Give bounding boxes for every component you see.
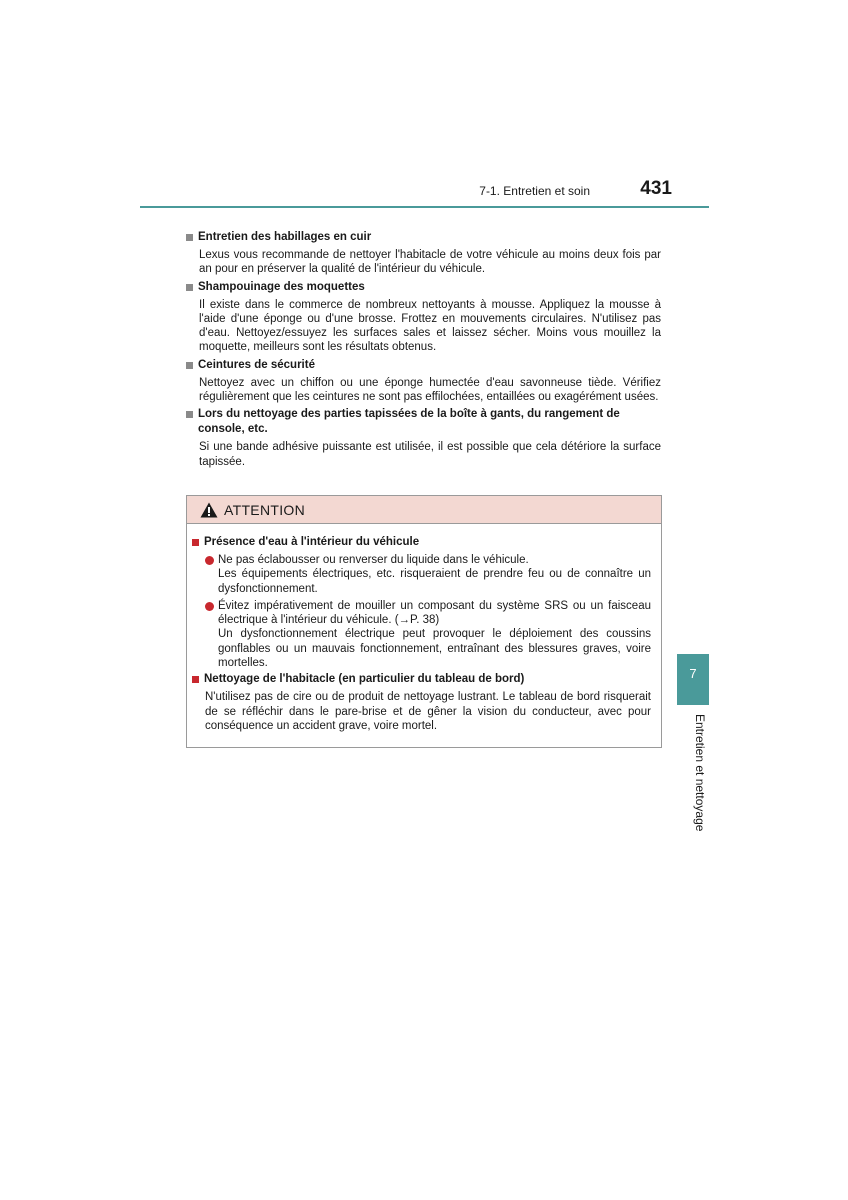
- red-dot-bullet-icon: [205, 602, 214, 611]
- attention-bullet: [205, 553, 651, 596]
- attention-bullet: [205, 599, 651, 670]
- chapter-tab: [677, 654, 709, 705]
- section-carpet: [186, 280, 661, 355]
- section-text: Il existe dans le commerce de nombreux nettoyants à mousse. Appliquez la mousse à l'aide d'une éponge ou d'une brosse. Frottez en mouvements circulaires. N'utilisez pas d'eau. Nettoyez/essuyez les surfaces sales et laissez sécher. Moins vous mouillez la moquette, meilleurs sont les résultats obtenus.: [199, 298, 661, 354]
- attention-label: ATTENTION: [224, 501, 305, 518]
- section-title: Lors du nettoyage des parties tapissées de la boîte à gants, du rangement de console, etc.: [198, 408, 620, 436]
- square-bullet-icon: [186, 284, 193, 291]
- warning-triangle-icon: [200, 502, 218, 518]
- bullet-line: Un dysfonctionnement électrique peut provoquer le déploiement des coussins gonflables ou un mauvais fonctionnement, entraînant des blessures graves, voire mortelles.: [218, 628, 651, 670]
- bullet-line: Ne pas éclabousser ou renverser du liquide dans le véhicule.: [218, 554, 529, 566]
- section-text: Lexus vous recommande de nettoyer l'habitacle de votre véhicule au moins deux fois par an pour en préserver la qualité de l'intérieur du véhicule.: [199, 249, 661, 276]
- attention-block-text: N'utilisez pas de cire ou de produit de nettoyage lustrant. Le tableau de bord risquerait de se réfléchir dans le pare-brise et de gêner la vision du conducteur, avec pour conséquence un accident grave, voire mortel.: [205, 691, 651, 732]
- red-square-bullet-icon: [192, 539, 199, 546]
- page-number: 431: [640, 178, 672, 199]
- red-square-bullet-icon: [192, 676, 199, 683]
- section-title: Ceintures de sécurité: [198, 358, 315, 371]
- square-bullet-icon: [186, 411, 193, 418]
- square-bullet-icon: [186, 234, 193, 241]
- attention-header: [187, 496, 661, 524]
- section-header-title: 7-1. Entretien et soin: [479, 184, 590, 198]
- bullet-line: Évitez impérativement de mouiller un composant du système SRS ou un faisceau électrique à l'intérieur du véhicule. (→P. 38): [218, 599, 651, 627]
- bullet-line: Les équipements électriques, etc. risqueraient de prendre feu ou de connaître un dysfonctionnement.: [218, 568, 651, 595]
- attention-block-dashboard: [192, 672, 651, 733]
- attention-box: [186, 495, 662, 748]
- square-bullet-icon: [186, 362, 193, 369]
- section-title: Entretien des habillages en cuir: [198, 231, 372, 243]
- main-content: [186, 227, 661, 469]
- section-upholstery: [186, 407, 661, 469]
- attention-block-title: Présence d'eau à l'intérieur du véhicule: [204, 536, 420, 548]
- attention-block-water: [192, 535, 651, 670]
- section-text: Si une bande adhésive puissante est utilisée, il est possible que cela détériore la surface tapissée.: [199, 441, 661, 468]
- section-seatbelts: [186, 358, 661, 405]
- section-text: Nettoyez avec un chiffon ou une éponge humectée d'eau savonneuse tiède. Vérifiez régulièrement que les ceintures ne sont pas effilochées, entaillées ou exagérément usées.: [199, 376, 661, 404]
- header-divider: [140, 206, 709, 208]
- section-title: Shampouinage des moquettes: [198, 280, 365, 293]
- attention-block-title: Nettoyage de l'habitacle (en particulier du tableau de bord): [204, 673, 525, 686]
- chapter-number: 7: [689, 666, 697, 681]
- chapter-label: Entretien et nettoyage: [693, 714, 707, 832]
- section-leather: [186, 230, 661, 277]
- red-dot-bullet-icon: [205, 556, 214, 565]
